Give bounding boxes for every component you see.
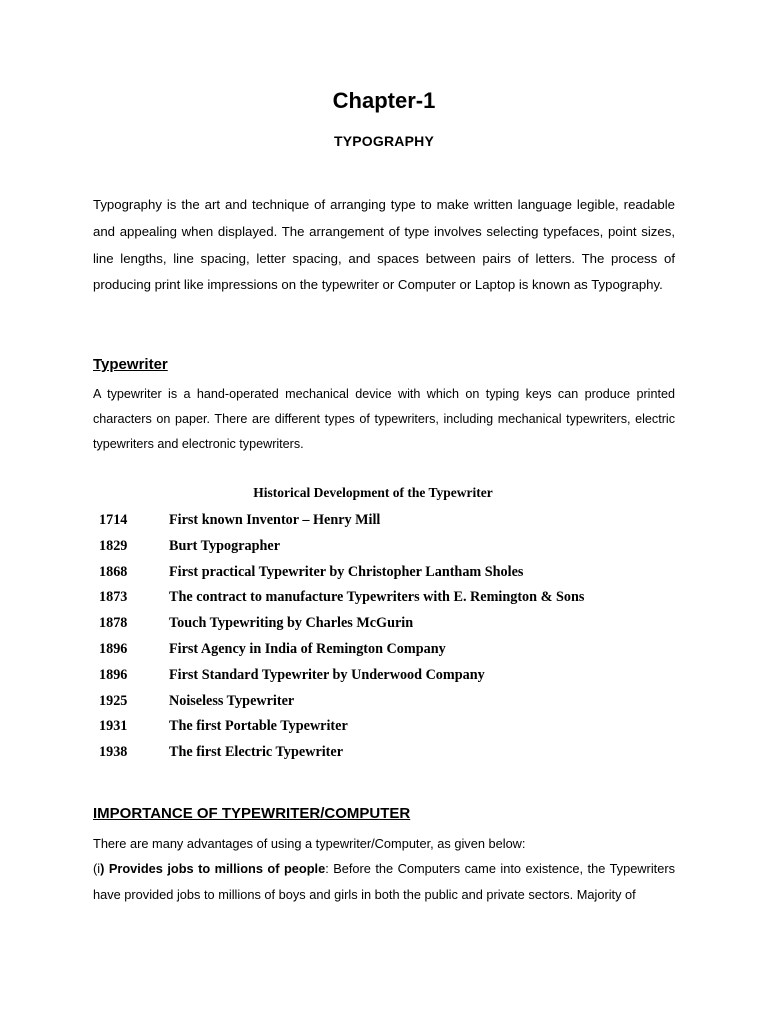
timeline-event: Noiseless Typewriter <box>169 692 295 709</box>
timeline-year: 1925 <box>99 692 128 709</box>
timeline-row <box>99 562 669 588</box>
timeline-event: The first Electric Typewriter <box>169 744 343 761</box>
timeline-row <box>99 691 669 717</box>
timeline-row <box>99 587 669 613</box>
timeline-year: 1868 <box>99 563 128 580</box>
chapter-title: Chapter-1 <box>332 88 436 113</box>
timeline-event: First Standard Typewriter by Underwood Company <box>169 666 485 683</box>
timeline-year: 1829 <box>99 537 128 554</box>
history-title: Historical Development of the Typewriter <box>253 485 493 500</box>
timeline-event: The contract to manufacture Typewriters with E. Remington & Sons <box>169 589 585 606</box>
timeline-year: 1896 <box>99 640 128 657</box>
timeline-event: Burt Typographer <box>169 537 281 554</box>
timeline-year: 1938 <box>99 744 128 761</box>
advantage-point-1 <box>93 856 675 907</box>
timeline-year: 1896 <box>99 666 128 683</box>
timeline-row <box>99 742 669 768</box>
timeline-event: The first Portable Typewriter <box>169 718 348 735</box>
timeline-year: 1873 <box>99 589 128 606</box>
timeline-year: 1931 <box>99 718 128 735</box>
history-timeline <box>99 510 669 768</box>
timeline-row <box>99 613 669 639</box>
advantages-intro: There are many advantages of using a typewriter/Computer, as given below: <box>93 836 526 851</box>
typewriter-heading: Typewriter <box>93 356 168 373</box>
chapter-subtitle: TYPOGRAPHY <box>333 133 434 149</box>
importance-heading: IMPORTANCE OF TYPEWRITER/COMPUTER <box>93 805 411 822</box>
typewriter-paragraph: A typewriter is a hand-operated mechanical device with which on typing keys can produce printed characters on paper. There are different types of typewriters, including mechanical typewriters, electric typewriters and electronic typewriters. <box>93 387 675 451</box>
point-number: (i <box>93 861 101 876</box>
timeline-event: First practical Typewriter by Christopher Lantham Sholes <box>169 563 524 580</box>
timeline-event: Touch Typewriting by Charles McGurin <box>169 615 414 632</box>
timeline-event: First known Inventor – Henry Mill <box>169 512 381 528</box>
point-text: : Before the Computers came into existence, the Typewriters have provided jobs to millions of boys and girls in both the public and private sectors. Majority of <box>93 861 675 902</box>
timeline-row <box>99 510 669 536</box>
point-title: ) Provides jobs to millions of people <box>100 861 326 876</box>
timeline-row <box>99 665 669 691</box>
timeline-year: 1878 <box>99 615 128 632</box>
timeline-row <box>99 639 669 665</box>
intro-paragraph: Typography is the art and technique of arranging type to make written language legible, readable and appealing when displayed. The arrangement of type involves selecting typefaces, point sizes, line lengths, line spacing, letter spacing, and spaces between pairs of letters. The process of producing print like impressions on the typewriter or Computer or Laptop is known as Typography. <box>93 197 675 293</box>
timeline-row <box>99 536 669 562</box>
timeline-year: 1714 <box>99 512 128 528</box>
timeline-row <box>99 716 669 742</box>
timeline-event: First Agency in India of Remington Company <box>169 640 446 657</box>
